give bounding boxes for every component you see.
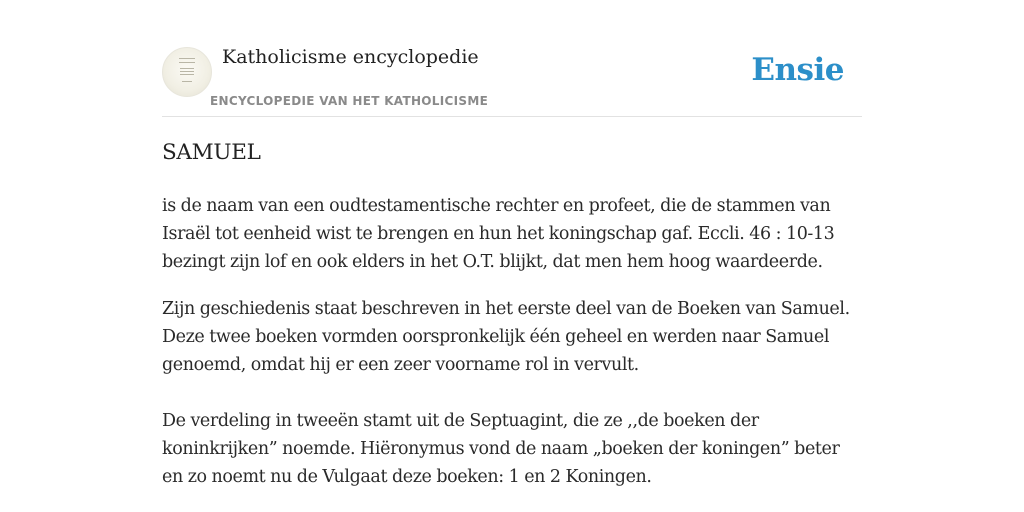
article-paragraph-3 [162,407,862,491]
site-title[interactable]: Katholicisme encyclopedie [222,46,479,68]
text-line: De verdeling in tweeën stamt uit de Septuagint, die ze ,,de boeken der [162,411,759,431]
text-line: genoemd, omdat hij er een zeer voorname rol in vervult. [162,355,639,375]
text-line: Zijn geschiedenis staat beschreven in het eerste deel van de Boeken van Samuel. [162,299,850,319]
text-line: bezingt zijn lof en ook elders in het O.T. blijkt, dat men hem hoog waardeerde. [162,252,823,272]
encyclopedia-book-thumbnail[interactable] [162,47,212,97]
site-header [162,40,862,117]
entry-title: SAMUEL [162,140,261,165]
text-line: Deze twee boeken vormden oorspronkelijk één geheel en werden naar Samuel [162,327,830,347]
text-line: Israël tot eenheid wist te brengen en hun het koningschap gaf. Eccli. 46 : 10-13 [162,224,835,244]
site-subtitle: ENCYCLOPEDIE VAN HET KATHOLICISME [210,94,489,108]
text-line: is de naam van een oudtestamentische rechter en profeet, die de stammen van [162,196,831,216]
text-line: en zo noemt nu de Vulgaat deze boeken: 1 en 2 Koningen. [162,467,652,487]
text-line: koninkrijken” noemde. Hiëronymus vond de naam „boeken der koningen” beter [162,439,840,459]
ensie-logo-link[interactable]: Ensie [751,52,844,88]
article-paragraph-1 [162,192,862,276]
article-paragraph-2 [162,295,862,379]
